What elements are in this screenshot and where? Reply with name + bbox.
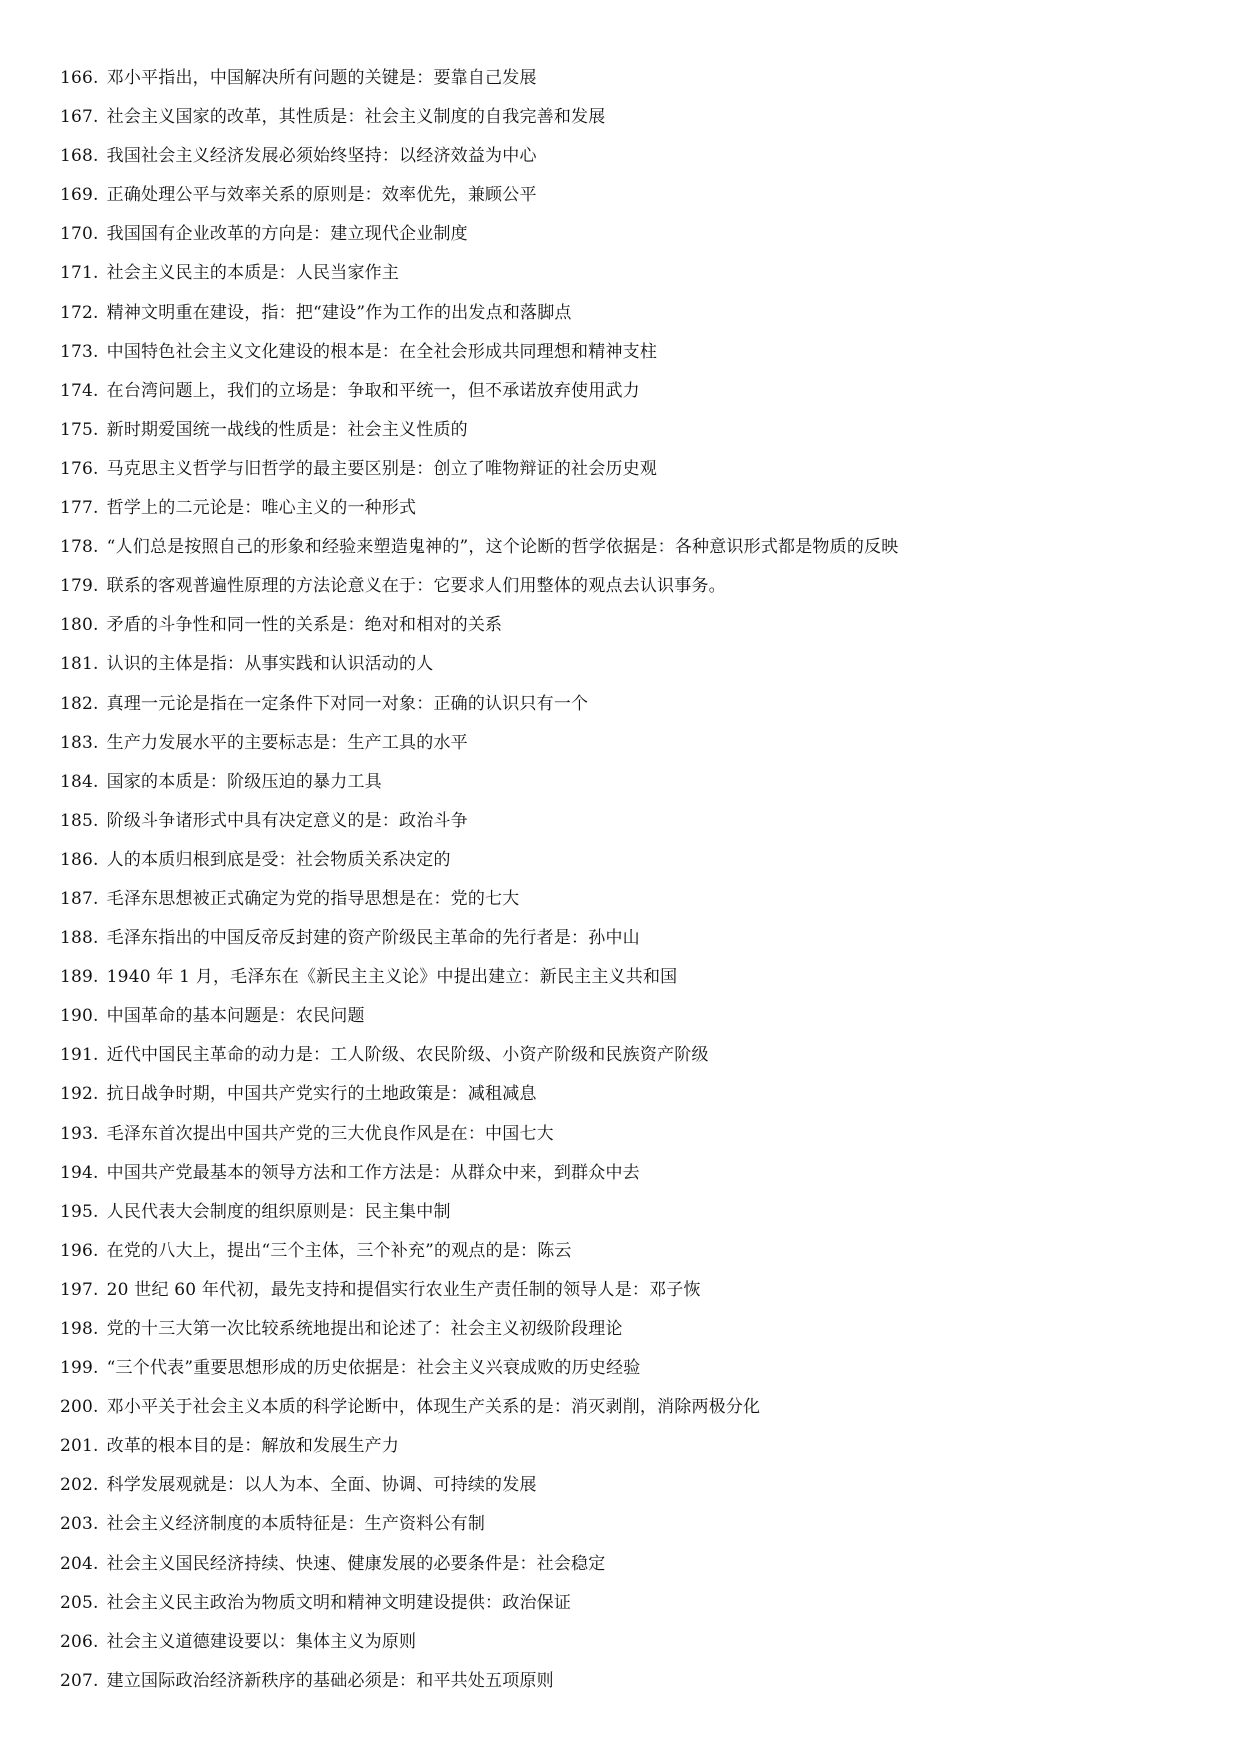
list-item: [60, 63, 1200, 102]
list-item: [60, 571, 1200, 610]
list-item: [60, 337, 1200, 376]
item-number: 203.: [60, 1514, 99, 1535]
list-item: [60, 1001, 1200, 1040]
item-number: 207.: [60, 1670, 99, 1691]
list-item: [60, 141, 1200, 180]
item-text: “三个代表”重要思想形成的历史依据是：社会主义兴衰成败的历史经验: [106, 1358, 641, 1379]
item-number: 195.: [60, 1201, 99, 1222]
item-text: 社会主义国民经济持续、快速、健康发展的必要条件是：社会稳定: [106, 1553, 606, 1574]
list-item: [60, 1588, 1200, 1627]
list-item: [60, 298, 1200, 337]
list-item: [60, 728, 1200, 767]
item-text: 社会主义道德建设要以：集体主义为原则: [106, 1631, 417, 1652]
item-number: 202.: [60, 1475, 99, 1496]
item-number: 206.: [60, 1631, 99, 1652]
item-number: 190.: [60, 1006, 99, 1027]
item-number: 186.: [60, 849, 99, 870]
item-text: 改革的根本目的是：解放和发展生产力: [106, 1436, 400, 1457]
list-item: [60, 102, 1200, 141]
list-item: [60, 180, 1200, 219]
list-item: [60, 1119, 1200, 1158]
list-item: [60, 1549, 1200, 1588]
item-number: 171.: [60, 263, 99, 284]
item-text: 中国革命的基本问题是：农民问题: [106, 1006, 365, 1027]
item-number: 188.: [60, 928, 99, 949]
list-item: [60, 884, 1200, 923]
list-item: [60, 1431, 1200, 1470]
item-number: 174.: [60, 380, 99, 401]
item-text: 在台湾问题上，我们的立场是：争取和平统一，但不承诺放弃使用武力: [106, 380, 640, 401]
item-text: 建立国际政治经济新秩序的基础必须是：和平共处五项原则: [106, 1670, 554, 1691]
item-number: 179.: [60, 576, 99, 597]
list-item: [60, 454, 1200, 493]
item-text: 中国特色社会主义文化建设的根本是：在全社会形成共同理想和精神支柱: [106, 341, 658, 362]
item-text: 中国共产党最基本的领导方法和工作方法是：从群众中来，到群众中去: [106, 1162, 640, 1183]
item-text: “人们总是按照自己的形象和经验来塑造鬼神的”，这个论断的哲学依据是：各种意识形式都是物质的反映: [106, 537, 899, 558]
item-text: 社会主义国家的改革，其性质是：社会主义制度的自我完善和发展: [106, 107, 606, 128]
item-text: 生产力发展水平的主要标志是：生产工具的水平: [106, 732, 468, 753]
item-number: 170.: [60, 224, 99, 245]
item-number: 197.: [60, 1279, 99, 1300]
item-text: 精神文明重在建设，指：把“建设”作为工作的出发点和落脚点: [106, 302, 572, 323]
item-number: 194.: [60, 1162, 99, 1183]
item-number: 184.: [60, 771, 99, 792]
item-text: 毛泽东首次提出中国共产党的三大优良作风是在：中国七大: [106, 1123, 554, 1144]
item-number: 182.: [60, 693, 99, 714]
list-item: [60, 219, 1200, 258]
item-text: 20 世纪 60 年代初，最先支持和提倡实行农业生产责任制的领导人是：邓子恢: [106, 1279, 701, 1300]
item-text: 哲学上的二元论是：唯心主义的一种形式: [106, 498, 417, 519]
item-number: 167.: [60, 107, 99, 128]
item-text: 人民代表大会制度的组织原则是：民主集中制: [106, 1201, 451, 1222]
item-number: 183.: [60, 732, 99, 753]
item-number: 205.: [60, 1592, 99, 1613]
item-number: 199.: [60, 1358, 99, 1379]
list-item: [60, 689, 1200, 728]
list-item: [60, 767, 1200, 806]
item-number: 169.: [60, 185, 99, 206]
list-item: [60, 1666, 1200, 1705]
item-number: 168.: [60, 146, 99, 167]
list-item: [60, 415, 1200, 454]
list-item: [60, 649, 1200, 688]
item-number: 176.: [60, 458, 99, 479]
item-text: 真理一元论是指在一定条件下对同一对象：正确的认识只有一个: [106, 693, 589, 714]
item-number: 198.: [60, 1319, 99, 1339]
item-text: 社会主义经济制度的本质特征是：生产资料公有制: [106, 1514, 486, 1535]
item-text: 1940 年 1 月，毛泽东在《新民主主义论》中提出建立：新民主主义共和国: [106, 967, 678, 988]
item-text: 矛盾的斗争性和同一性的关系是：绝对和相对的关系: [106, 615, 503, 636]
list-item: [60, 1236, 1200, 1275]
item-text: 人的本质归根到底是受：社会物质关系决定的: [106, 849, 451, 870]
item-text: 毛泽东思想被正式确定为党的指导思想是在：党的七大: [106, 888, 520, 909]
item-number: 172.: [60, 302, 99, 323]
item-number: 178.: [60, 537, 99, 558]
item-number: 187.: [60, 888, 99, 909]
list-item: [60, 1079, 1200, 1118]
list-item: [60, 532, 1200, 571]
list-item: [60, 1158, 1200, 1197]
list-item: [60, 1392, 1200, 1431]
item-number: 191.: [60, 1045, 99, 1066]
item-number: 204.: [60, 1553, 99, 1574]
item-number: 166.: [60, 68, 99, 88]
item-text: 我国社会主义经济发展必须始终坚持：以经济效益为中心: [106, 146, 537, 167]
item-number: 185.: [60, 810, 99, 831]
item-text: 阶级斗争诸形式中具有决定意义的是：政治斗争: [106, 810, 468, 831]
item-number: 180.: [60, 615, 99, 636]
list-item: [60, 962, 1200, 1001]
item-text: 正确处理公平与效率关系的原则是：效率优先，兼顾公平: [106, 185, 537, 206]
item-number: 175.: [60, 419, 99, 440]
item-text: 近代中国民主革命的动力是：工人阶级、农民阶级、小资产阶级和民族资产阶级: [106, 1045, 709, 1066]
item-text: 邓小平关于社会主义本质的科学论断中，体现生产关系的是：消灭剥削，消除两极分化: [106, 1397, 761, 1418]
item-number: 177.: [60, 498, 99, 519]
item-text: 认识的主体是指：从事实践和认识活动的人: [106, 654, 434, 675]
list-item: [60, 376, 1200, 415]
item-text: 我国国有企业改革的方向是：建立现代企业制度: [106, 224, 468, 245]
list-item: [60, 610, 1200, 649]
item-text: 社会主义民主政治为物质文明和精神文明建设提供：政治保证: [106, 1592, 572, 1613]
list-item: [60, 493, 1200, 532]
list-item: [60, 258, 1200, 297]
item-text: 邓小平指出，中国解决所有问题的关键是：要靠自己发展: [106, 68, 537, 88]
list-item: [60, 1314, 1200, 1353]
item-text: 社会主义民主的本质是：人民当家作主: [106, 263, 400, 284]
item-text: 科学发展观就是：以人为本、全面、协调、可持续的发展: [106, 1475, 537, 1496]
list-item: [60, 1197, 1200, 1236]
item-text: 在党的八大上，提出“三个主体，三个补充”的观点的是：陈云: [106, 1240, 572, 1261]
item-text: 新时期爱国统一战线的性质是：社会主义性质的: [106, 419, 468, 440]
item-number: 181.: [60, 654, 99, 675]
list-item: [60, 923, 1200, 962]
item-number: 193.: [60, 1123, 99, 1144]
item-text: 联系的客观普遍性原理的方法论意义在于：它要求人们用整体的观点去认识事务。: [106, 576, 726, 597]
item-text: 国家的本质是：阶级压迫的暴力工具: [106, 771, 382, 792]
item-number: 192.: [60, 1084, 99, 1105]
item-text: 抗日战争时期，中国共产党实行的土地政策是：减租减息: [106, 1084, 537, 1105]
list-item: [60, 1353, 1200, 1392]
item-text: 党的十三大第一次比较系统地提出和论述了：社会主义初级阶段理论: [106, 1319, 623, 1339]
question-list: [60, 63, 1200, 1705]
list-item: [60, 1509, 1200, 1548]
item-text: 马克思主义哲学与旧哲学的最主要区别是：创立了唯物辩证的社会历史观: [106, 458, 658, 479]
list-item: [60, 1040, 1200, 1079]
item-number: 200.: [60, 1397, 99, 1418]
list-item: [60, 1627, 1200, 1666]
item-number: 189.: [60, 967, 99, 988]
item-number: 196.: [60, 1240, 99, 1261]
list-item: [60, 1275, 1200, 1314]
item-text: 毛泽东指出的中国反帝反封建的资产阶级民主革命的先行者是：孙中山: [106, 928, 640, 949]
item-number: 173.: [60, 341, 99, 362]
list-item: [60, 845, 1200, 884]
list-item: [60, 806, 1200, 845]
item-number: 201.: [60, 1436, 99, 1457]
list-item: [60, 1470, 1200, 1509]
